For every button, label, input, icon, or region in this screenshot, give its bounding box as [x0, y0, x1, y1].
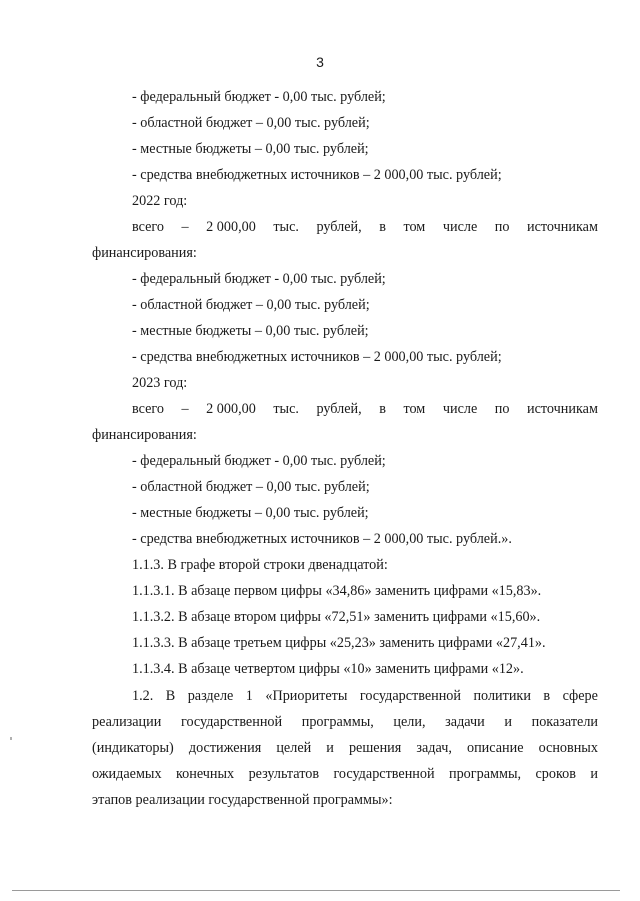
total-line	[132, 218, 598, 236]
word: задач,	[416, 740, 452, 756]
word: ожидаемых	[92, 766, 162, 782]
list-item: - федеральный бюджет - 0,00 тыс. рублей;	[132, 453, 386, 469]
word: по	[494, 401, 510, 417]
word: в	[543, 688, 551, 704]
word: том	[403, 219, 426, 235]
list-item: - местные бюджеты – 0,00 тыс. рублей;	[132, 505, 369, 521]
word: показатели	[531, 714, 598, 730]
list-item: - федеральный бюджет - 0,00 тыс. рублей;	[132, 89, 386, 105]
word: разделе	[187, 688, 234, 704]
word: числе	[442, 401, 478, 417]
list-item: - местные бюджеты – 0,00 тыс. рублей;	[132, 323, 369, 339]
word: в	[379, 401, 386, 417]
list-item: - областной бюджет – 0,00 тыс. рублей;	[132, 297, 370, 313]
paragraph-line	[92, 713, 598, 731]
word: описание	[466, 740, 524, 756]
word: «Приоритеты	[265, 688, 348, 704]
list-item: - средства внебюджетных источников – 2 000,00 тыс. рублей.».	[132, 531, 512, 547]
word: 1	[245, 688, 253, 704]
word: рублей,	[316, 401, 362, 417]
word: всего	[132, 219, 164, 235]
word: программы,	[301, 714, 374, 730]
paragraph-line	[92, 739, 598, 757]
page-bottom-edge	[12, 890, 620, 891]
list-item: - областной бюджет – 0,00 тыс. рублей;	[132, 479, 370, 495]
word: и	[590, 766, 598, 782]
total-continuation: финансирования:	[92, 245, 197, 261]
word: программы,	[449, 766, 522, 782]
word: том	[403, 401, 426, 417]
total-continuation: финансирования:	[92, 427, 197, 443]
word: сроков	[535, 766, 576, 782]
total-line	[132, 400, 598, 418]
word: цели,	[393, 714, 426, 730]
word: по	[494, 219, 510, 235]
word: решения	[348, 740, 402, 756]
list-item: - местные бюджеты – 0,00 тыс. рублей;	[132, 141, 369, 157]
word: всего	[132, 401, 164, 417]
page-number: 3	[316, 54, 324, 70]
year-heading: 2023 год:	[132, 375, 188, 391]
paragraph-line	[92, 765, 598, 783]
word: результатов	[248, 766, 320, 782]
word: основных	[538, 740, 598, 756]
word: государственной	[359, 688, 461, 704]
word: в	[379, 219, 386, 235]
word: источникам	[527, 401, 598, 417]
word: числе	[442, 219, 478, 235]
word: 1.2.	[132, 688, 154, 704]
word: рублей,	[316, 219, 362, 235]
paragraph-line	[132, 687, 598, 705]
word: конечных	[175, 766, 235, 782]
word: 2 000,00	[206, 219, 256, 235]
word: –	[181, 401, 189, 417]
word: сфере	[562, 688, 598, 704]
word: и	[326, 740, 334, 756]
word: 2 000,00	[206, 401, 256, 417]
amendment-item: 1.1.3.1. В абзаце первом цифры «34,86» заменить цифрами «15,83».	[132, 583, 542, 599]
word: В	[165, 688, 176, 704]
word: государственной	[333, 766, 435, 782]
list-item: - областной бюджет – 0,00 тыс. рублей;	[132, 115, 370, 131]
word: тыс.	[273, 219, 299, 235]
amendment-item: 1.1.3. В графе второй строки двенадцатой:	[132, 557, 388, 573]
word: достижения	[188, 740, 262, 756]
word: задачи	[445, 714, 485, 730]
amendment-item: 1.1.3.4. В абзаце четвертом цифры «10» заменить цифрами «12».	[132, 661, 524, 677]
word: источникам	[527, 219, 598, 235]
amendment-item: 1.1.3.3. В абзаце третьем цифры «25,23» заменить цифрами «27,41».	[132, 635, 546, 651]
word: целей	[276, 740, 312, 756]
word: политики	[473, 688, 531, 704]
word: –	[181, 219, 189, 235]
paragraph-line: этапов реализации государственной программы»:	[92, 792, 393, 808]
list-item: - средства внебюджетных источников – 2 000,00 тыс. рублей;	[132, 349, 502, 365]
word: государственной	[180, 714, 283, 730]
list-item: - средства внебюджетных источников – 2 000,00 тыс. рублей;	[132, 167, 502, 183]
year-heading: 2022 год:	[132, 193, 188, 209]
scan-mark	[10, 737, 12, 740]
list-item: - федеральный бюджет - 0,00 тыс. рублей;	[132, 271, 386, 287]
amendment-item: 1.1.3.2. В абзаце втором цифры «72,51» заменить цифрами «15,60».	[132, 609, 541, 625]
word: (индикаторы)	[92, 740, 174, 756]
word: и	[504, 714, 512, 730]
word: тыс.	[273, 401, 299, 417]
word: реализации	[92, 714, 162, 730]
